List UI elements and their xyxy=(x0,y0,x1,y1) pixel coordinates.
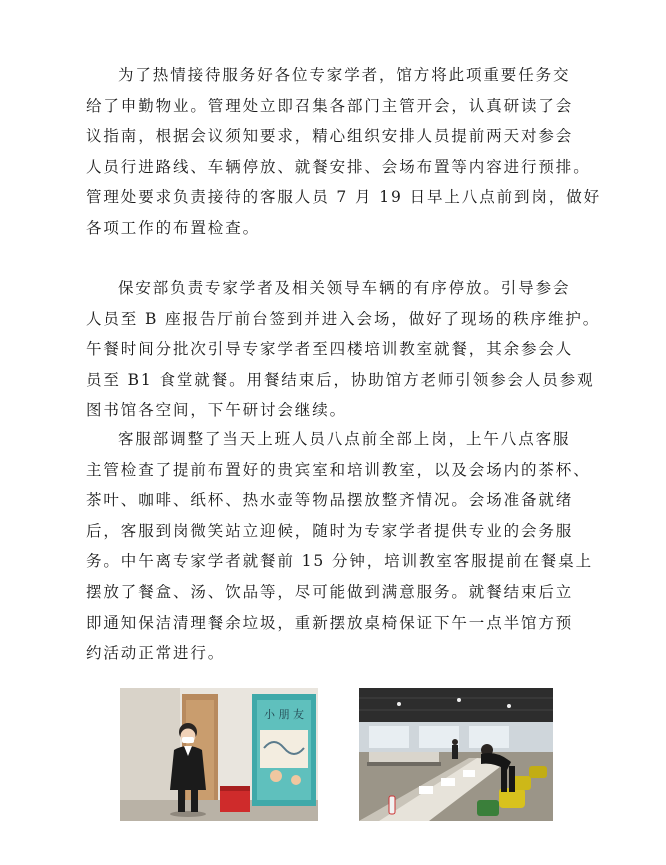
text-line: 即通知保洁清理餐余垃圾，重新摆放桌椅保证下午一点半馆方预 xyxy=(86,613,574,632)
poster-title: 小 朋 友 xyxy=(264,708,304,721)
text-line: 管理处要求负责接待的客服人员 7 月 19 日早上八点前到岗，做好 xyxy=(86,188,601,207)
paragraph-1 xyxy=(86,60,606,244)
paragraph-3 xyxy=(86,424,606,669)
text-line: 人员至 B 座报告厅前台签到并进入会场，做好了现场的秩序维护。 xyxy=(86,309,601,328)
text-line: 各项工作的布置检查。 xyxy=(86,218,261,237)
paragraph-2 xyxy=(86,273,606,426)
text-line: 人员行进路线、车辆停放、就餐安排、会场布置等内容进行预排。 xyxy=(86,157,591,176)
text-line: 保安部负责专家学者及相关领导车辆的有序停放。引导参会 xyxy=(118,279,571,297)
text-line: 为了热情接待服务好各位专家学者，馆方将此项重要任务交 xyxy=(118,66,571,84)
text-line: 茶叶、咖啡、纸杯、热水壶等物品摆放整齐情况。会场准备就绪 xyxy=(86,491,574,510)
text-line: 议指南，根据会议须知要求，精心组织安排人员提前两天对参会 xyxy=(86,127,574,146)
text-line: 员至 B1 食堂就餐。用餐结束后，协助馆方老师引领参会人员参观 xyxy=(86,370,595,389)
text-line: 约活动正常进行。 xyxy=(86,644,226,663)
text-line: 务。中午离专家学者就餐前 15 分钟，培训教室客服提前在餐桌上 xyxy=(86,552,593,571)
text-line: 图书馆各空间，下午研讨会继续。 xyxy=(86,401,348,420)
text-line: 午餐时间分批次引导专家学者至四楼培训教室就餐，其余参会人 xyxy=(86,340,574,359)
text-line: 给了申勤物业。管理处立即召集各部门主管开会，认真研读了会 xyxy=(86,96,574,115)
text-line: 后，客服到岗微笑站立迎候，随时为专家学者提供专业的会务服 xyxy=(86,521,574,540)
text-line: 客服部调整了当天上班人员八点前全部上岗，上午八点客服 xyxy=(118,430,571,448)
photo-reception-staff xyxy=(120,688,318,821)
photo-training-room xyxy=(359,688,553,821)
text-line: 主管检查了提前布置好的贵宾室和培训教室，以及会场内的茶杯、 xyxy=(86,460,591,479)
text-line: 摆放了餐盒、汤、饮品等，尽可能做到满意服务。就餐结束后立 xyxy=(86,582,574,601)
